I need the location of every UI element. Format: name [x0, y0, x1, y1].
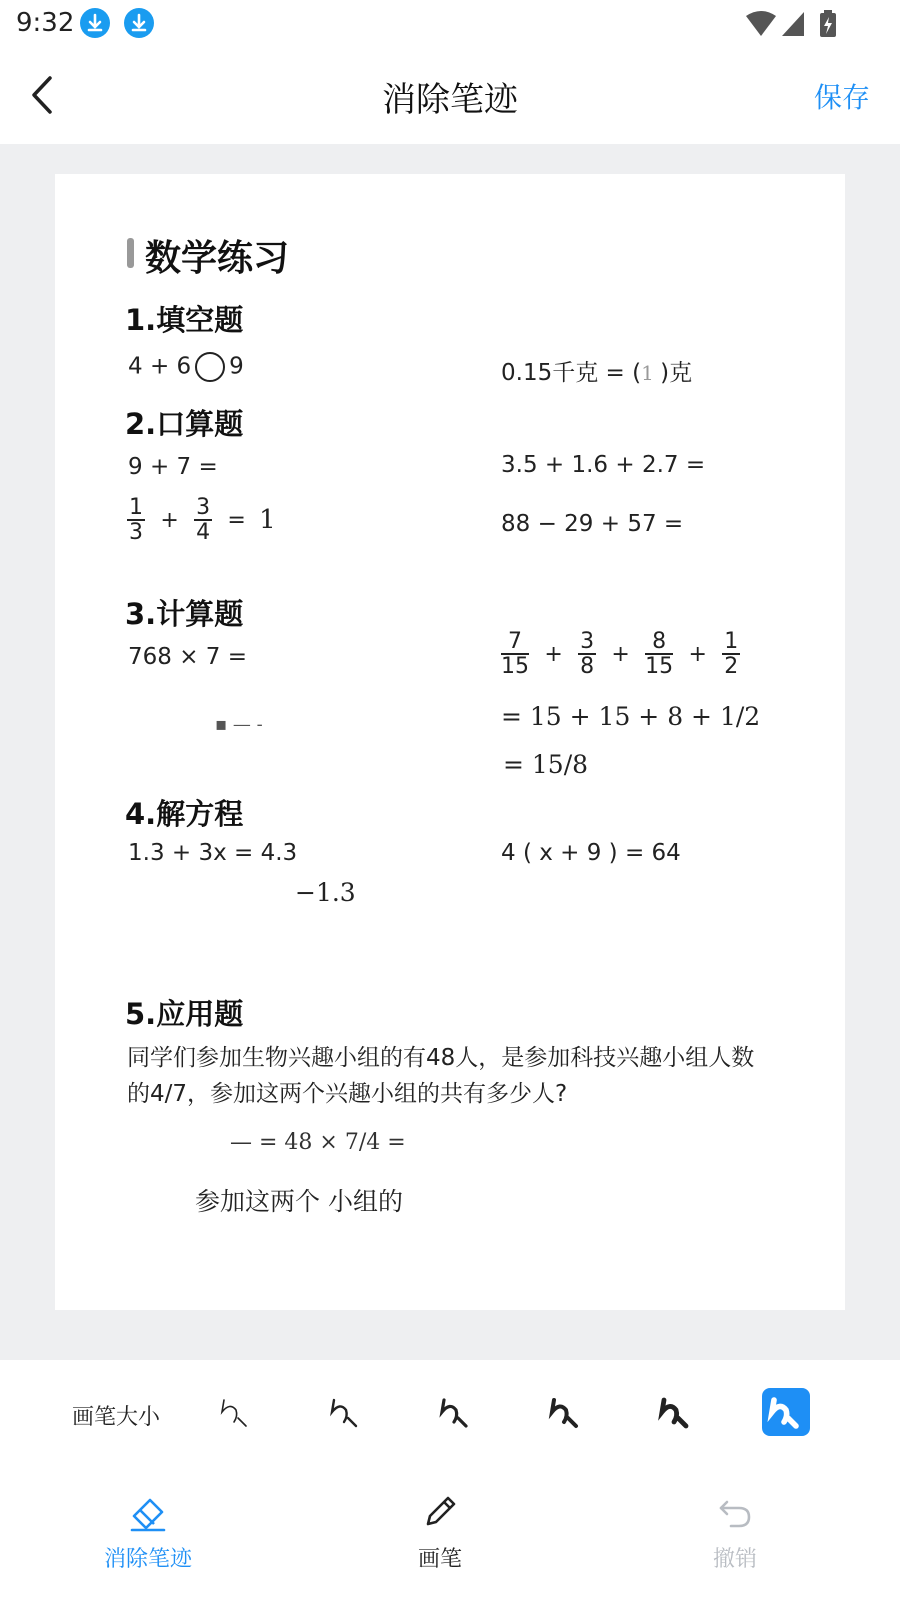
brush-size-option-4[interactable]: [542, 1388, 590, 1436]
fraction: $\frac{3}{4}$: [196, 495, 211, 546]
section-calculation: 3.计算题: [125, 597, 244, 631]
fraction: $\frac{8}{15}$: [645, 629, 674, 680]
handwriting-line: — = 48 × 7/4 =: [230, 1130, 406, 1155]
section-equations: 4.解方程: [125, 797, 244, 831]
worksheet-title: 数学练习: [127, 230, 289, 281]
brush-stroke-icon: [212, 1388, 260, 1436]
status-time: 9:32: [16, 8, 75, 38]
brush-stroke-icon: [762, 1388, 810, 1436]
question-multiply: 768 × 7 =: [128, 644, 248, 670]
brush-size-panel: [0, 1360, 900, 1470]
bottom-toolbar: [0, 1470, 900, 1600]
fraction: $\frac{3}{8}$: [580, 629, 595, 680]
pen-tool-label: 画笔: [417, 1547, 462, 1572]
brush-size-option-1[interactable]: [212, 1388, 260, 1436]
handwriting-line: = 15/8: [503, 750, 589, 779]
question-equation-1: 1.3 + 3x = 4.3: [128, 840, 298, 866]
brush-size-label: 画笔大小: [72, 1405, 161, 1430]
question-decimal-sum: 3.5 + 1.6 + 2.7 =: [501, 452, 706, 478]
worksheet-page[interactable]: [55, 174, 845, 1310]
eraser-icon: [126, 1490, 170, 1534]
status-indicators: [744, 8, 854, 40]
download-icon: [124, 8, 154, 38]
word-problem-text: 同学们参加生物兴趣小组的有48人，是参加科技兴趣小组人数的4/7，参加这两个兴趣小组的共有多少人?: [127, 1045, 755, 1107]
question-text: 0.15千克 = (: [501, 360, 642, 386]
status-bar: [0, 0, 900, 48]
question-add: 9 + 7 =: [128, 454, 218, 480]
brush-stroke-icon: [652, 1388, 700, 1436]
undo-button[interactable]: [645, 1470, 825, 1600]
brush-size-option-5[interactable]: [652, 1388, 700, 1436]
brush-stroke-icon: [322, 1388, 370, 1436]
undo-icon: [713, 1490, 757, 1534]
question-fraction-sum: $\frac{7}{15}$ + $\frac{3}{8}$ + $\frac{8}{15}$ + $\frac{1}{2}$: [501, 629, 739, 680]
handwriting-residue: 1: [259, 505, 276, 536]
handwriting-residue: 1: [641, 361, 661, 385]
erase-tool-button[interactable]: [58, 1470, 238, 1600]
section-fill-blank: 1.填空题: [125, 303, 244, 337]
handwriting-line: = 15 + 15 + 8 + 1/2: [501, 702, 761, 731]
fraction: $\frac{1}{3}$: [129, 495, 143, 546]
battery-icon: [820, 10, 836, 37]
wifi-icon: [746, 11, 776, 36]
handwriting-residue: ▪ — -: [215, 714, 263, 735]
fraction: $\frac{1}{2}$: [724, 629, 739, 680]
pen-icon: [418, 1490, 462, 1534]
handwriting-line: −1.3: [295, 878, 356, 907]
question-equation-2: 4 ( x + 9 ) = 64: [501, 840, 681, 866]
question-integer-mix: 88 − 29 + 57 =: [501, 511, 684, 537]
section-word-problem: 5.应用题: [125, 997, 244, 1031]
question-text: 4 + 6: [128, 353, 192, 380]
brush-size-option-2[interactable]: [322, 1388, 370, 1436]
erase-tool-label: 消除笔迹: [103, 1547, 192, 1572]
undo-label: 撤销: [712, 1547, 757, 1572]
page-title: 消除笔迹: [382, 80, 518, 120]
question-conversion: [501, 354, 692, 387]
signal-icon: [782, 12, 804, 36]
header: [0, 48, 900, 144]
section-mental-math: 2.口算题: [125, 407, 244, 441]
brush-stroke-icon: [542, 1388, 590, 1436]
handwriting-line: 参加这两个 小组的: [195, 1187, 403, 1216]
question-fraction-add: $\frac{1}{3}$ + $\frac{3}{4}$ = 1: [129, 495, 276, 546]
question-text: )克: [660, 360, 693, 386]
download-icon: [80, 8, 110, 38]
drawing-canvas[interactable]: [0, 144, 900, 1360]
question-compare: [128, 352, 244, 382]
question-text: 9: [229, 353, 244, 380]
compare-circle: [195, 352, 225, 382]
brush-size-option-6[interactable]: [762, 1388, 810, 1436]
pen-tool-button[interactable]: [350, 1470, 530, 1600]
save-button[interactable]: 保存: [813, 81, 870, 114]
fraction: $\frac{7}{15}$: [501, 629, 529, 680]
brush-size-option-3[interactable]: [432, 1388, 480, 1436]
brush-stroke-icon: [432, 1388, 480, 1436]
